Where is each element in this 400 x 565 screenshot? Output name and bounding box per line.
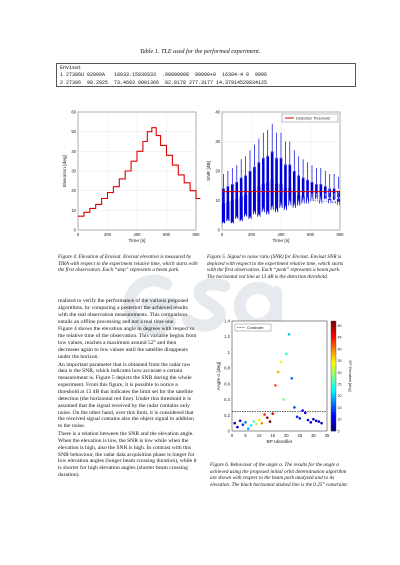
fig4-y-tick-label: 60 <box>71 109 76 115</box>
fig6-y-tick-label: 0.2 <box>224 412 230 418</box>
fig6-data-point <box>261 422 264 425</box>
fig6-data-point <box>266 416 269 419</box>
fig6-data-point <box>285 353 288 356</box>
fig6-colorbar-segment <box>331 384 336 387</box>
body-text <box>58 298 198 480</box>
fig6-data-point <box>315 419 318 422</box>
fig6-colorbar-tick-label: 40 <box>337 347 342 352</box>
fig6-colorbar-label: BP Elevation [deg] <box>348 360 352 392</box>
fig6-colorbar-segment <box>331 401 336 404</box>
fig6-colorbar-tick-label: 50 <box>337 323 342 328</box>
fig6-colorbar-segment <box>331 404 336 407</box>
fig6-data-point <box>299 417 302 420</box>
fig4-x-tick-label: 400 <box>133 232 141 237</box>
fig6-data-point <box>277 371 280 374</box>
fig4-y-tick-label: 0 <box>73 227 76 233</box>
body-paragraph-4: There is a relation between the SNR and the elevation angle. When the elevation is low, the SNR is low while when the elevation is high, also the SNR is high. In contrast with this SNR behaviour, the radar data acquisition phase is longer for low elevation angles (longer beam crossing duration), while it is shorter for high elevation angles (shorter beam crossing duration). <box>58 431 197 479</box>
fig5-x-tick-label: 800 <box>336 232 344 237</box>
fig6-y-tick-label: 1.4 <box>224 318 230 324</box>
fig6-y-tick-label: 0 <box>227 428 230 434</box>
figure-4-elevation-chart <box>56 104 206 249</box>
fig6-colorbar-segment <box>331 349 336 352</box>
fig5-x-axis-label: Time [s] <box>272 239 290 244</box>
tle-line-0: Envisat <box>60 65 82 71</box>
fig6-x-tick-label: 20 <box>283 433 289 438</box>
body-paragraph-3: An important parameter that is obtained from the radar raw data is the SNR, which indicates how accurate a certain measurement is. Figure 5 depicts the SNR during the whole experiment. From this figure, it is possible to notice a threshold at 13 dB that indicates the limit set for the satellite detection (the horizontal red line). Under this threshold it is assumed that the signal received by the radar contains only noise. On the other hand, over this limit, it is considered that the received signal contains also the object signal in addition to the noise. <box>58 361 194 430</box>
fig6-colorbar-tick-label: 20 <box>337 394 342 399</box>
fig4-x-tick-label: 200 <box>104 232 111 237</box>
fig6-data-point <box>236 426 239 429</box>
body-paragraph-1: realized to verify the performance of the various proposed algorithms, by comparing a posteriori the achieved results with the real observation measurements. This comparison entails an offline processing and not a real time one. <box>58 298 189 325</box>
fig6-colorbar-segment <box>331 393 336 396</box>
fig6-data-point <box>318 420 321 423</box>
fig6-data-point <box>282 398 285 401</box>
fig6-y-tick-label: 0.4 <box>224 397 230 403</box>
fig4-y-tick-label: 20 <box>71 188 76 194</box>
fig6-colorbar-tick-label: 25 <box>337 382 342 387</box>
fig6-colorbar-segment <box>331 338 336 341</box>
fig6-colorbar-segment <box>331 406 336 409</box>
fig6-x-tick-label: 15 <box>270 433 276 438</box>
fig6-colorbar-segment <box>331 415 336 418</box>
fig6-data-point <box>309 421 312 424</box>
figure-6-caption: Figure 6. Behaviour of the angle α. The results for the angle α achieved using the proposed initial orbit determination algorithm are shown with respect to the beam park analyzed and to its elevation. The black horizontal dashed line is the 0.25° constraint. <box>210 462 349 488</box>
figure-5-caption: Figure 5. Signal to noise ratio (SNR) for Envisat. Envisat SNR is depicted with respect to the experiment relative time, which starts with the first observation. Each “peak” represents a beam park. The horizontal red line at 13 dB is the detection threshold. <box>207 254 344 280</box>
fig6-colorbar-segment <box>331 368 336 371</box>
fig5-y-axis-label: SNR [dB] <box>207 161 212 181</box>
fig5-y-tick-label: 30 <box>215 139 220 144</box>
fig4-y-tick-label: 40 <box>71 148 76 154</box>
fig6-colorbar-segment <box>331 354 336 357</box>
fig6-colorbar-segment <box>331 420 336 423</box>
fig6-x-tick-label: 35 <box>324 433 330 438</box>
fig6-colorbar-segment <box>331 379 336 382</box>
fig6-data-point <box>269 420 272 423</box>
fig6-data-point <box>233 422 236 425</box>
fig6-colorbar-segment <box>331 371 336 374</box>
fig6-colorbar-tick-label: 30 <box>337 370 342 375</box>
fig6-colorbar-segment <box>331 373 336 376</box>
fig6-data-point <box>239 419 242 422</box>
fig5-y-tick-label: 40 <box>215 109 220 115</box>
tle-line-1: 1 27386U 02009A 18033.15936933 .00000008 00000+0 16304-4 0 9996 <box>60 72 268 79</box>
fig6-x-tick-label: 10 <box>256 433 262 438</box>
fig4-y-tick-label: 30 <box>71 168 76 174</box>
fig6-data-point <box>304 412 307 415</box>
fig5-y-tick-label: 20 <box>215 168 220 174</box>
fig6-colorbar-segment <box>331 395 336 398</box>
fig6-colorbar-segment <box>331 362 336 365</box>
fig6-data-point <box>271 412 274 415</box>
fig6-data-point <box>258 419 261 422</box>
fig6-colorbar-segment <box>331 409 336 412</box>
fig6-data-point <box>307 419 310 422</box>
fig6-x-tick-label: 0 <box>230 433 234 438</box>
fig6-colorbar-segment <box>331 360 336 363</box>
fig4-y-tick-label: 10 <box>71 207 76 213</box>
fig5-x-tick-label: 200 <box>248 232 255 237</box>
fig6-colorbar-segment <box>331 335 336 338</box>
fig6-colorbar-segment <box>331 357 336 360</box>
fig6-colorbar-segment <box>331 332 336 335</box>
fig6-data-point <box>247 427 250 430</box>
fig6-data-point <box>296 416 299 419</box>
fig6-colorbar-tick-label: 35 <box>337 359 342 364</box>
fig6-y-tick-label: 0.8 <box>224 365 230 371</box>
fig5-legend-label: Detection Threshold <box>296 116 330 121</box>
fig6-colorbar-segment <box>331 321 336 324</box>
fig6-data-point <box>242 423 245 426</box>
fig5-x-tick-label: 0 <box>220 232 224 237</box>
fig6-data-point <box>252 420 255 423</box>
fig6-colorbar-segment <box>331 351 336 354</box>
fig4-x-axis-label: Time [s] <box>128 239 146 244</box>
fig6-legend-label: Constraint <box>247 326 264 330</box>
fig6-y-tick-label: 1 <box>227 349 230 355</box>
fig6-colorbar-segment <box>331 387 336 390</box>
fig6-colorbar-tick-label: 15 <box>337 405 342 410</box>
fig6-x-tick-label: 25 <box>297 433 303 438</box>
fig6-y-tick-label: 0.6 <box>224 381 230 387</box>
fig6-plot-frame <box>232 321 327 431</box>
fig6-data-point <box>255 423 258 426</box>
figure-5-snr-chart <box>200 104 350 249</box>
fig6-x-tick-label: 30 <box>311 433 316 438</box>
fig6-colorbar-segment <box>331 376 336 379</box>
fig4-y-tick-label: 50 <box>71 129 76 135</box>
fig6-colorbar-segment <box>331 417 336 420</box>
fig6-colorbar-tick-label: 10 <box>337 417 342 422</box>
fig6-colorbar-segment <box>331 412 336 415</box>
fig6-colorbar-segment <box>331 426 336 429</box>
fig6-colorbar-segment <box>331 390 336 393</box>
fig5-y-tick-label: 0 <box>217 227 220 233</box>
fig6-data-point <box>280 361 283 364</box>
fig4-x-tick-label: 600 <box>163 232 170 237</box>
fig6-colorbar-segment <box>331 340 336 343</box>
fig4-y-axis-label: Elevation [deg] <box>63 155 68 187</box>
fig6-colorbar-tick-label: 45 <box>337 335 342 340</box>
fig5-x-tick-label: 400 <box>277 232 285 237</box>
body-paragraph-2: Figure 4 shows the elevation angle in degrees with respect to the relative time of the observation. This variable begins from low values, reaches a maximum around 52° and then decreases again to low values until the satellite disappears under the horizon. <box>58 326 197 360</box>
fig6-data-point <box>263 413 266 416</box>
fig4-x-tick-label: 0 <box>76 232 80 237</box>
fig6-data-point <box>250 424 253 427</box>
fig6-data-point <box>293 406 296 409</box>
fig6-data-point <box>288 333 291 336</box>
fig6-colorbar-segment <box>331 329 336 332</box>
fig6-colorbar-segment <box>331 382 336 385</box>
tle-line-2: 2 27386 98.2025 73.4603 0001366 82.8178 277.3177 14.37914520834125 <box>60 79 268 86</box>
fig6-y-axis-label: Angle α [deg] <box>217 361 222 391</box>
fig6-colorbar-segment <box>331 327 336 330</box>
fig6-colorbar-segment <box>331 398 336 401</box>
table-caption: Table 1. TLE used for the performed experiment. <box>139 48 261 55</box>
fig6-colorbar-tick-label: 5 <box>337 429 340 434</box>
figure-4-caption: Figure 4. Elevation of Envisat. Envisat elevation is measured by TIRA with respect to the experiment relative time, which starts with the first observation. Each “step” represents a beam park. <box>58 254 198 274</box>
fig6-x-axis-label: BP Identifier <box>266 440 293 445</box>
fig5-x-tick-label: 600 <box>307 232 314 237</box>
fig6-data-point <box>312 418 315 421</box>
fig6-x-tick-label: 5 <box>244 433 247 438</box>
fig6-colorbar-segment <box>331 343 336 346</box>
figure-6-angle-chart <box>210 315 360 457</box>
fig6-colorbar-segment <box>331 324 336 327</box>
fig6-colorbar-segment <box>331 365 336 368</box>
fig4-x-tick-label: 800 <box>192 232 200 237</box>
fig6-colorbar-segment <box>331 423 336 426</box>
fig6-data-point <box>290 377 293 380</box>
fig6-data-point <box>244 421 247 424</box>
fig6-data-point <box>274 384 277 387</box>
tle-table <box>56 63 356 87</box>
fig6-colorbar-segment <box>331 346 336 349</box>
fig6-y-tick-label: 1.2 <box>224 334 230 340</box>
fig5-y-tick-label: 10 <box>215 198 220 203</box>
fig6-data-point <box>301 409 304 412</box>
fig6-data-point <box>320 422 323 425</box>
